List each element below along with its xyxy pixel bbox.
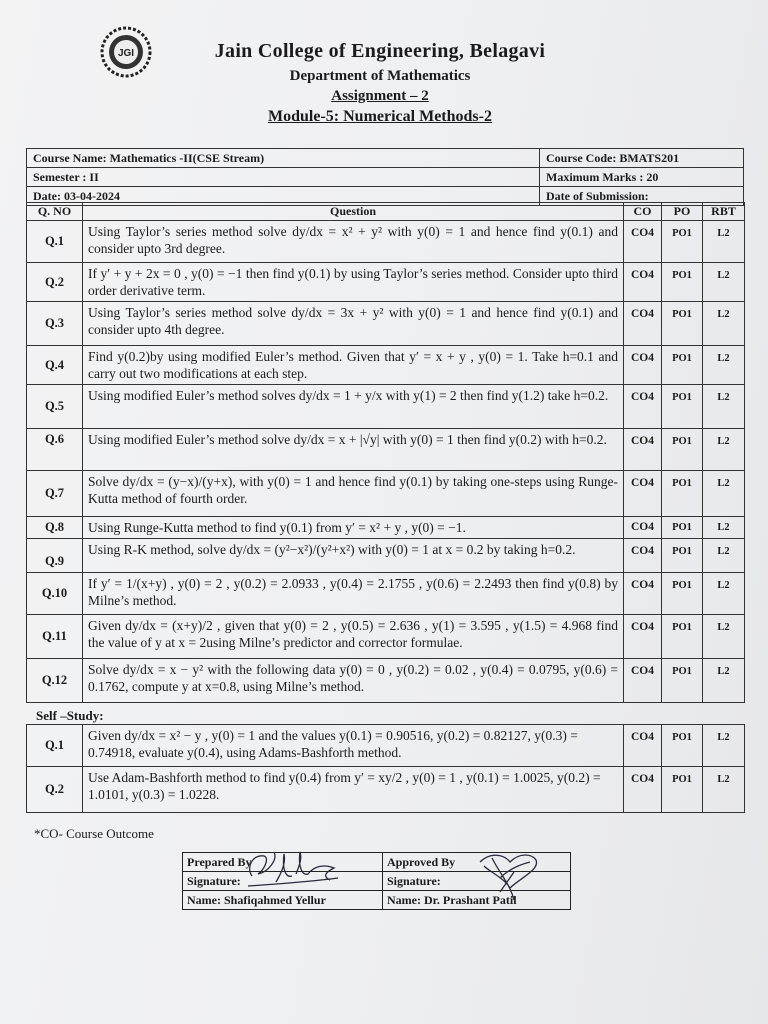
question-number: Q.2 bbox=[27, 263, 83, 302]
approved-by-label: Approved By bbox=[383, 853, 571, 872]
question-co: CO4 bbox=[624, 659, 662, 703]
question-number: Q.8 bbox=[27, 517, 83, 539]
question-text: Using Taylor’s series method solve dy/dx = x² + y² with y(0) = 1 and hence find y(0.1) and consider upto 3rd degree. bbox=[83, 221, 624, 263]
question-co: CO4 bbox=[624, 471, 662, 517]
question-po: PO1 bbox=[662, 725, 703, 767]
question-number: Q.10 bbox=[27, 573, 83, 615]
question-text: If y′ = 1/(x+y) , y(0) = 2 , y(0.2) = 2.0933 , y(0.4) = 2.1755 , y(0.6) = 2.2493 then find y(0.8) by Milne’s method. bbox=[83, 573, 624, 615]
question-text: Using Taylor’s series method solve dy/dx = 3x + y² with y(0) = 1 and hence find y(0.1) and consider upto 4th degree. bbox=[83, 302, 624, 346]
question-co: CO4 bbox=[624, 517, 662, 539]
table-row bbox=[27, 263, 745, 302]
question-co: CO4 bbox=[624, 429, 662, 471]
logo-text: JGI bbox=[117, 48, 135, 59]
approver-name: Name: Dr. Prashant Patil bbox=[383, 891, 571, 910]
question-po: PO1 bbox=[662, 659, 703, 703]
question-text: If y′ + y + 2x = 0 , y(0) = −1 then find y(0.1) by using Taylor’s series method. Consider upto third order derivative term. bbox=[83, 263, 624, 302]
question-co: CO4 bbox=[624, 263, 662, 302]
question-co: CO4 bbox=[624, 725, 662, 767]
question-rbt: L2 bbox=[703, 573, 745, 615]
table-row bbox=[27, 471, 745, 517]
col-qno: Q. NO bbox=[27, 203, 83, 221]
question-rbt: L2 bbox=[703, 767, 745, 813]
table-row bbox=[27, 539, 745, 573]
question-number: Q.4 bbox=[27, 346, 83, 385]
course-name: Course Name: Mathematics -II(CSE Stream) bbox=[27, 149, 540, 168]
department-name: Department of Mathematics bbox=[289, 68, 471, 84]
question-po: PO1 bbox=[662, 573, 703, 615]
question-text: Given dy/dx = (x+y)/2 , given that y(0) = 2 , y(0.5) = 2.636 , y(1) = 3.595 , y(1.5) = 4.968 find the value of y at x = 2using Milne’s predictor and corrector formulae. bbox=[83, 615, 624, 659]
table-row bbox=[27, 385, 745, 429]
prepared-by-label: Prepared By bbox=[183, 853, 383, 872]
signature-table bbox=[182, 852, 571, 910]
table-row bbox=[27, 517, 745, 539]
module-title bbox=[190, 108, 570, 126]
question-co: CO4 bbox=[624, 767, 662, 813]
question-text: Given dy/dx = x² − y , y(0) = 1 and the values y(0.1) = 0.90516, y(0.2) = 0.82127, y(0.3) = 0.74918, evaluate y(0.4), using Adams-Bashforth method. bbox=[83, 725, 624, 767]
table-row bbox=[27, 302, 745, 346]
question-number: Q.3 bbox=[27, 302, 83, 346]
question-po: PO1 bbox=[662, 346, 703, 385]
question-text: Using Runge-Kutta method to find y(0.1) from y′ = x² + y , y(0) = −1. bbox=[83, 517, 624, 539]
preparer-name: Name: Shafiqahmed Yellur bbox=[183, 891, 383, 910]
question-co: CO4 bbox=[624, 385, 662, 429]
question-po: PO1 bbox=[662, 767, 703, 813]
submission-date: Date of Submission: bbox=[540, 187, 744, 206]
question-po: PO1 bbox=[662, 615, 703, 659]
college-logo bbox=[100, 26, 152, 78]
course-code: Course Code: BMATS201 bbox=[540, 149, 744, 168]
table-row bbox=[27, 767, 745, 813]
college-name: Jain College of Engineering, Belagavi bbox=[214, 40, 546, 62]
question-co: CO4 bbox=[624, 221, 662, 263]
question-number: Q.11 bbox=[27, 615, 83, 659]
question-po: PO1 bbox=[662, 302, 703, 346]
question-text: Using R-K method, solve dy/dx = (y²−x²)/(y²+x²) with y(0) = 1 at x = 0.2 by taking h=0.2. bbox=[83, 539, 624, 573]
question-po: PO1 bbox=[662, 471, 703, 517]
question-number: Q.6 bbox=[27, 429, 83, 471]
table-row bbox=[27, 346, 745, 385]
question-number: Q.1 bbox=[27, 725, 83, 767]
question-rbt: L2 bbox=[703, 385, 745, 429]
table-row bbox=[27, 221, 745, 263]
question-rbt: L2 bbox=[703, 263, 745, 302]
table-row bbox=[27, 429, 745, 471]
course-info-table bbox=[26, 148, 744, 206]
col-question: Question bbox=[83, 203, 624, 221]
question-text: Using modified Euler’s method solves dy/dx = 1 + y/x with y(1) = 2 then find y(1.2) take h=0.2. bbox=[83, 385, 624, 429]
question-po: PO1 bbox=[662, 517, 703, 539]
question-po: PO1 bbox=[662, 429, 703, 471]
question-po: PO1 bbox=[662, 263, 703, 302]
semester: Semester : II bbox=[27, 168, 540, 187]
question-rbt: L2 bbox=[703, 302, 745, 346]
question-po: PO1 bbox=[662, 385, 703, 429]
question-rbt: L2 bbox=[703, 615, 745, 659]
question-text: Use Adam-Bashforth method to find y(0.4) from y′ = xy/2 , y(0) = 1 , y(0.1) = 1.0025, y(0.2) = 1.0101, y(0.3) = 1.0228. bbox=[83, 767, 624, 813]
question-rbt: L2 bbox=[703, 725, 745, 767]
assignment-label: Assignment – 2 bbox=[331, 88, 429, 104]
question-text: Find y(0.2)by using modified Euler’s method. Given that y′ = x + y , y(0) = 1. Take h=0.1 and carry out two modifications at each step. bbox=[83, 346, 624, 385]
question-number: Q.5 bbox=[27, 385, 83, 429]
col-po: PO bbox=[662, 203, 703, 221]
signature-label-left: Signature: bbox=[183, 872, 383, 891]
question-number: Q.2 bbox=[27, 767, 83, 813]
question-po: PO1 bbox=[662, 221, 703, 263]
questions-header-row bbox=[27, 203, 745, 221]
table-row bbox=[27, 659, 745, 703]
co-footnote: *CO- Course Outcome bbox=[34, 826, 154, 841]
date: Date: 03-04-2024 bbox=[27, 187, 540, 206]
self-study-table bbox=[26, 724, 745, 813]
table-row bbox=[27, 573, 745, 615]
question-number: Q.12 bbox=[27, 659, 83, 703]
self-study-title: Self –Study: bbox=[36, 708, 104, 723]
question-text: Solve dy/dx = x − y² with the following data y(0) = 0 , y(0.2) = 0.02 , y(0.4) = 0.0795, y(0.6) = 0.1762, compute y at x=0.8, using Milne’s method. bbox=[83, 659, 624, 703]
signature-label-right: Signature: bbox=[383, 872, 571, 891]
questions-table bbox=[26, 202, 745, 703]
question-co: CO4 bbox=[624, 615, 662, 659]
question-number: Q.7 bbox=[27, 471, 83, 517]
question-co: CO4 bbox=[624, 539, 662, 573]
question-number: Q.1 bbox=[27, 221, 83, 263]
question-co: CO4 bbox=[624, 302, 662, 346]
col-rbt: RBT bbox=[703, 203, 745, 221]
question-co: CO4 bbox=[624, 573, 662, 615]
max-marks: Maximum Marks : 20 bbox=[540, 168, 744, 187]
table-row bbox=[27, 725, 745, 767]
question-text: Using modified Euler’s method solve dy/dx = x + |√y| with y(0) = 1 then find y(0.2) with h=0.2. bbox=[83, 429, 624, 471]
module-label: Module-5: Numerical Methods-2 bbox=[268, 108, 492, 125]
question-rbt: L2 bbox=[703, 517, 745, 539]
question-rbt: L2 bbox=[703, 659, 745, 703]
question-po: PO1 bbox=[662, 539, 703, 573]
table-row bbox=[27, 615, 745, 659]
question-text: Solve dy/dx = (y−x)/(y+x), with y(0) = 1 and hence find y(0.1) by taking one-steps using Runge-Kutta method of fourth order. bbox=[83, 471, 624, 517]
question-co: CO4 bbox=[624, 346, 662, 385]
question-rbt: L2 bbox=[703, 429, 745, 471]
question-rbt: L2 bbox=[703, 346, 745, 385]
question-number: Q.9 bbox=[27, 539, 83, 573]
question-rbt: L2 bbox=[703, 221, 745, 263]
question-rbt: L2 bbox=[703, 471, 745, 517]
col-co: CO bbox=[624, 203, 662, 221]
question-rbt: L2 bbox=[703, 539, 745, 573]
assignment-title bbox=[190, 88, 570, 105]
